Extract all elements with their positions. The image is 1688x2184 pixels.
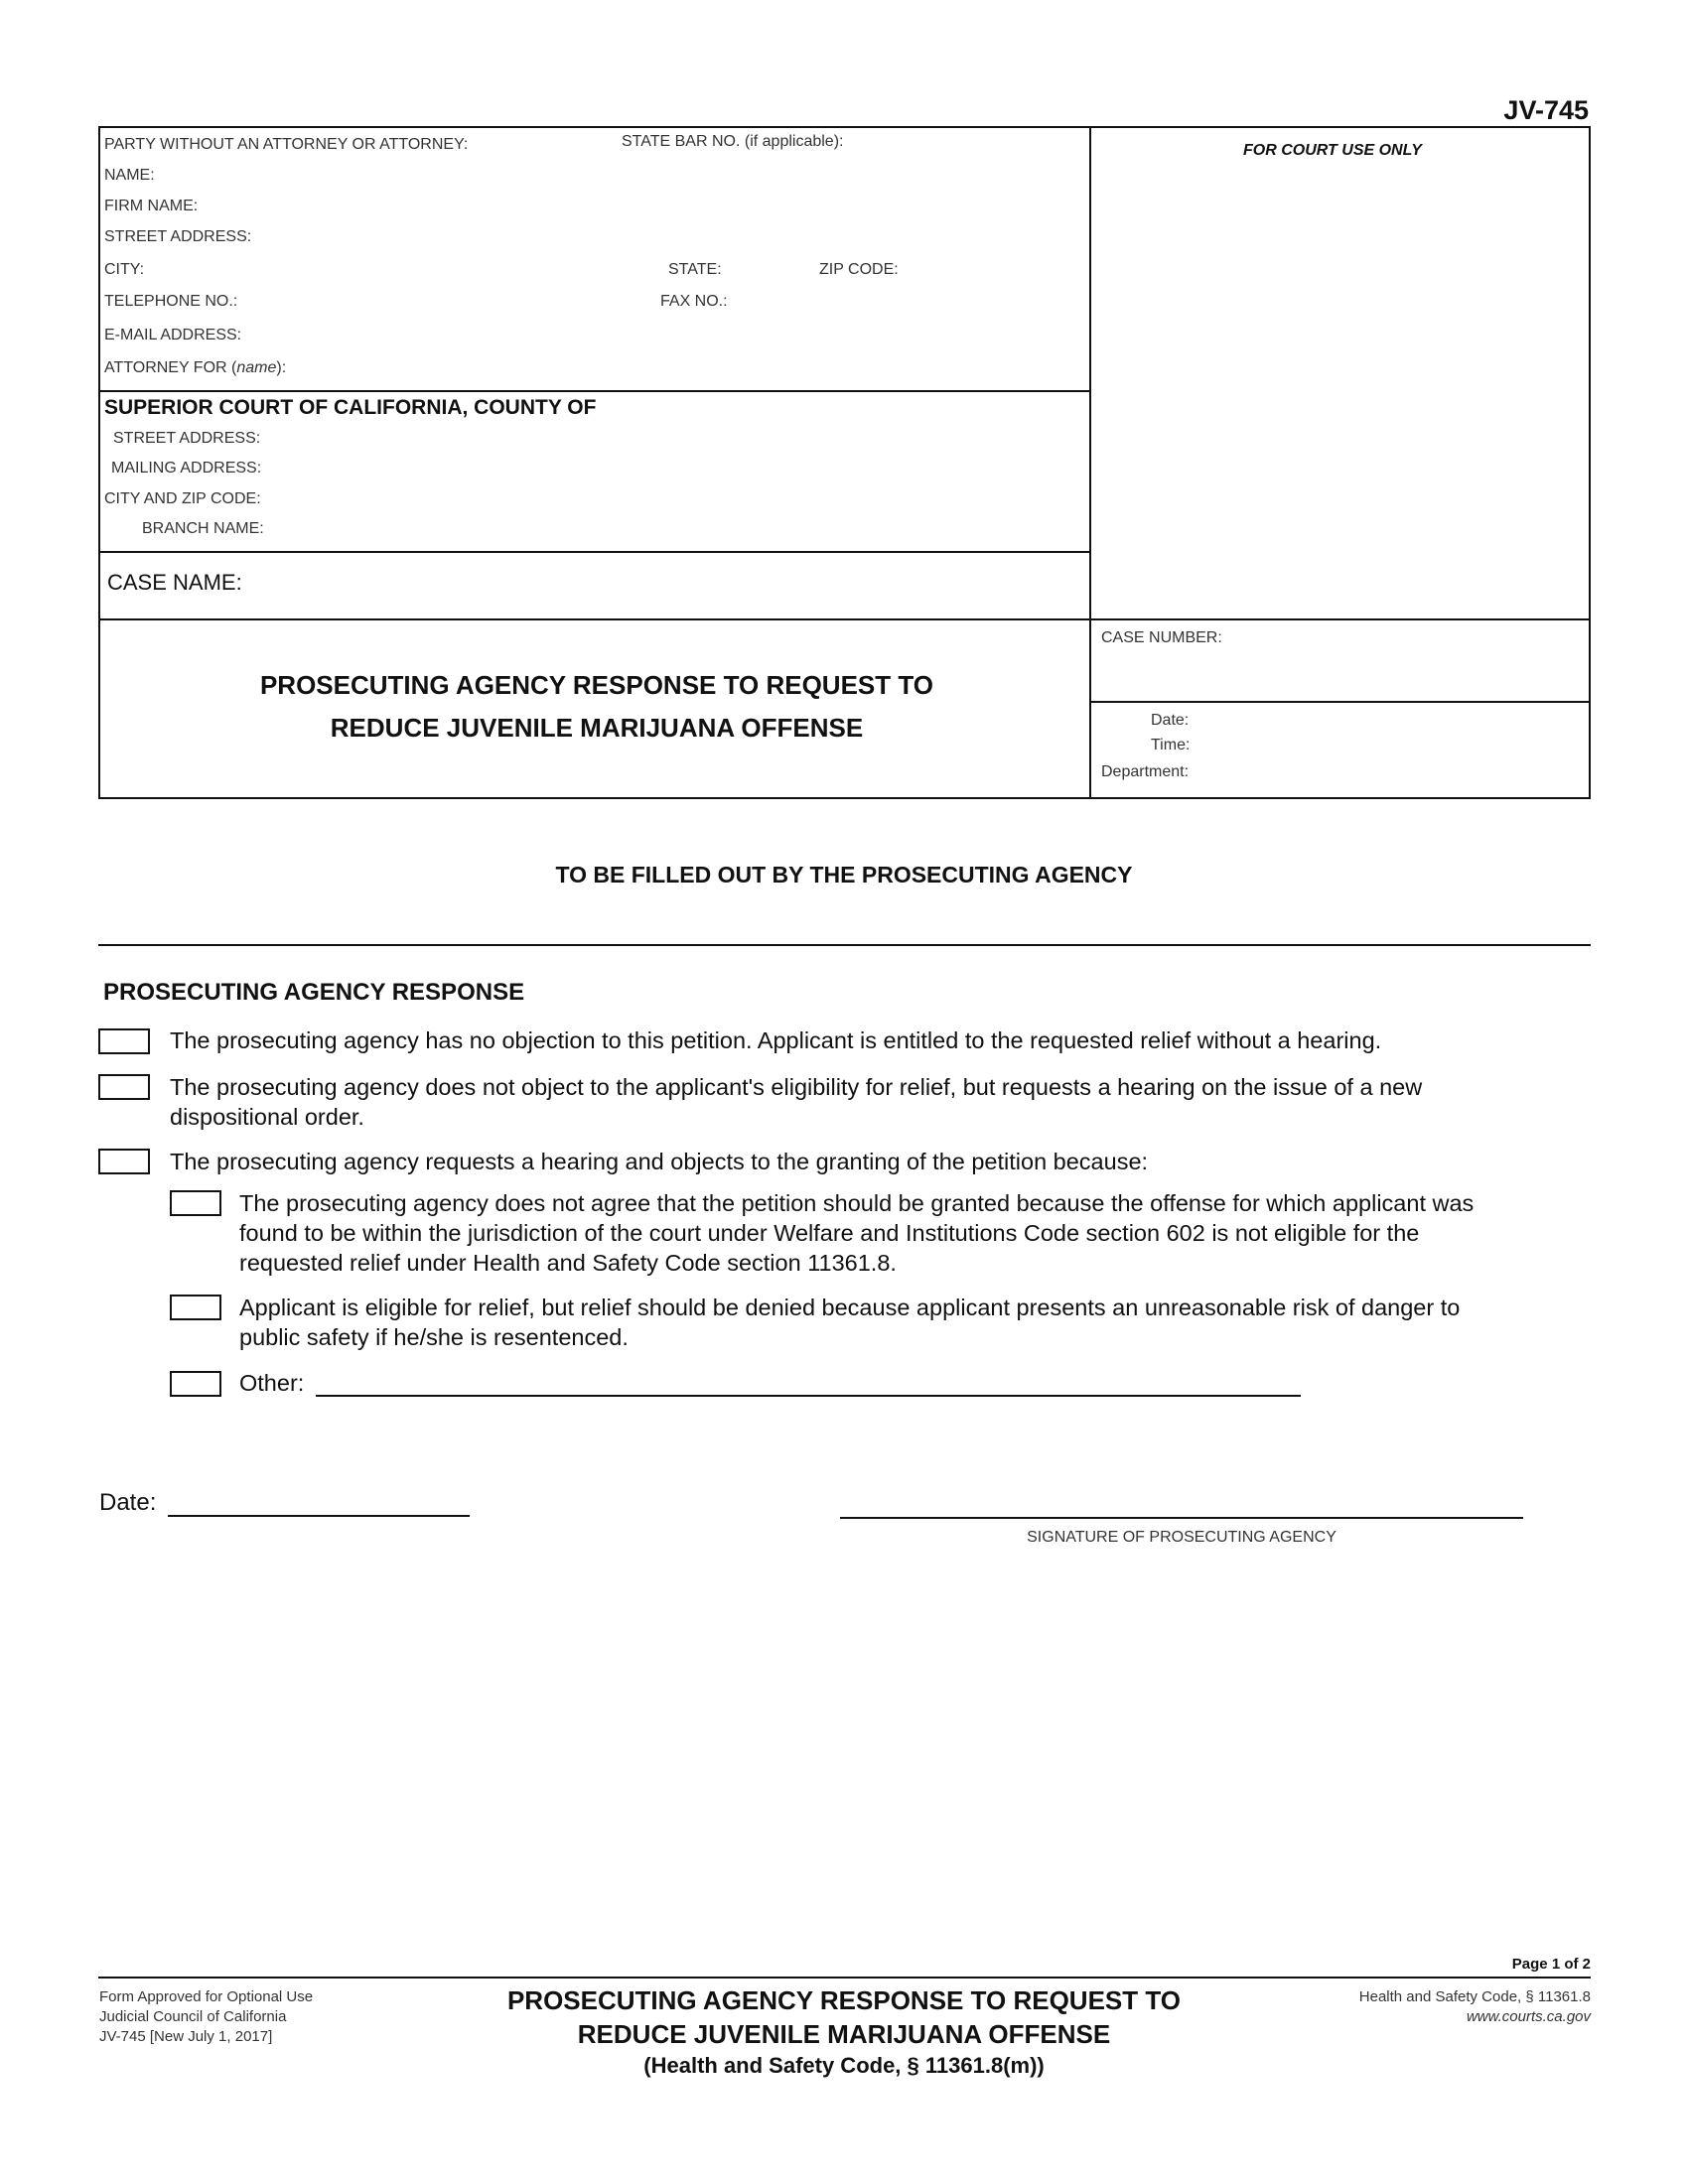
not-eligible-text: The prosecuting agency does not agree that the petition should be granted because the offense for which applicant was found to be within the jurisdiction of the court under Welfare and Institutions Code section 602 is not eligible for the requested relief under Health and Safety Code section 11361.8. xyxy=(239,1190,1475,1276)
court-use-label: FOR COURT USE ONLY xyxy=(1243,142,1422,159)
footer-approval: Form Approved for Optional Use Judicial Council of California JV-745 [New July 1, 2017] xyxy=(99,1988,314,2045)
not-eligible-checkbox[interactable] xyxy=(170,1190,221,1216)
date-label: Date: xyxy=(99,1489,157,1516)
date-line[interactable] xyxy=(168,1515,470,1517)
caption-divider xyxy=(100,618,1589,620)
other-label: Other: xyxy=(239,1370,305,1396)
document-title-line: PROSECUTING AGENCY RESPONSE TO REQUEST TO xyxy=(259,670,934,700)
telephone-label: TELEPHONE NO.: xyxy=(104,293,238,310)
document-title xyxy=(100,664,1093,750)
court-branch-label: BRANCH NAME: xyxy=(142,520,264,537)
court-title: SUPERIOR COURT OF CALIFORNIA, COUNTY OF xyxy=(104,396,597,419)
fill-instruction: TO BE FILLED OUT BY THE PROSECUTING AGENCY xyxy=(555,862,1133,887)
court-city-zip-label: CITY AND ZIP CODE: xyxy=(104,490,261,507)
caption-divider xyxy=(1090,701,1589,703)
attorney-for-label: ATTORNEY FOR (name): xyxy=(104,359,287,376)
city-label: CITY: xyxy=(104,261,145,278)
caption-table xyxy=(98,126,1591,799)
document-title-line: REDUCE JUVENILE MARIJUANA OFFENSE xyxy=(330,713,864,743)
firm-name-label: FIRM NAME: xyxy=(104,198,199,214)
section-rule xyxy=(98,944,1591,946)
page-number: Page 1 of 2 xyxy=(1511,1956,1591,1973)
signature-label: SIGNATURE OF PROSECUTING AGENCY xyxy=(1027,1529,1336,1546)
no-objection-text: The prosecuting agency has no objection to this petition. Applicant is entitled to the requested relief without a hearing. xyxy=(170,1027,1382,1053)
no-objection-checkbox[interactable] xyxy=(98,1028,150,1054)
street-address-label: STREET ADDRESS: xyxy=(104,228,252,245)
objects-text: The prosecuting agency requests a hearing and objects to the granting of the petition because: xyxy=(170,1149,1149,1174)
signature-line[interactable] xyxy=(840,1517,1523,1519)
form-id: JV-745 xyxy=(1503,95,1589,125)
hearing-department-label: Department: xyxy=(1101,763,1190,780)
zip-code-label: ZIP CODE: xyxy=(819,261,899,278)
state-bar-label: STATE BAR NO. (if applicable): xyxy=(622,133,844,150)
caption-divider xyxy=(100,390,1090,392)
hearing-disposition-text: The prosecuting agency does not object to the applicant's eligibility for relief, but requests a hearing on the issue of a new dispositional order. xyxy=(170,1074,1423,1130)
caption-divider xyxy=(100,551,1090,553)
public-safety-risk-text: Applicant is eligible for relief, but relief should be denied because applicant presents an unreasonable risk of danger to public safety if he/she is resentenced. xyxy=(239,1295,1461,1350)
court-street-label: STREET ADDRESS: xyxy=(113,430,261,447)
fax-label: FAX NO.: xyxy=(660,293,728,310)
email-label: E-MAIL ADDRESS: xyxy=(104,327,242,343)
court-mailing-label: MAILING ADDRESS: xyxy=(111,460,262,477)
hearing-time-label: Time: xyxy=(1151,737,1191,753)
case-name-label: CASE NAME: xyxy=(107,570,242,595)
state-label: STATE: xyxy=(668,261,722,278)
footer-citation: Health and Safety Code, § 11361.8 www.courts.ca.gov xyxy=(1241,1987,1591,2027)
courts-website-link[interactable]: www.courts.ca.gov xyxy=(1466,2008,1591,2025)
public-safety-risk-checkbox[interactable] xyxy=(170,1295,221,1320)
other-reason-line[interactable] xyxy=(316,1395,1301,1397)
footer-title: PROSECUTING AGENCY RESPONSE TO REQUEST TO REDUCE JUVENILE MARIJUANA OFFENSE (Health and Safety Code, § 11361.8(m)) xyxy=(506,1985,1182,2078)
objects-checkbox[interactable] xyxy=(98,1149,150,1174)
hearing-date-label: Date: xyxy=(1151,712,1190,729)
footer-rule xyxy=(98,1977,1591,1979)
party-label: PARTY WITHOUT AN ATTORNEY OR ATTORNEY: xyxy=(104,136,469,153)
response-heading: PROSECUTING AGENCY RESPONSE xyxy=(103,979,525,1006)
name-label: NAME: xyxy=(104,167,155,184)
other-checkbox[interactable] xyxy=(170,1371,221,1397)
case-number-label: CASE NUMBER: xyxy=(1101,629,1222,646)
hearing-disposition-checkbox[interactable] xyxy=(98,1074,150,1100)
